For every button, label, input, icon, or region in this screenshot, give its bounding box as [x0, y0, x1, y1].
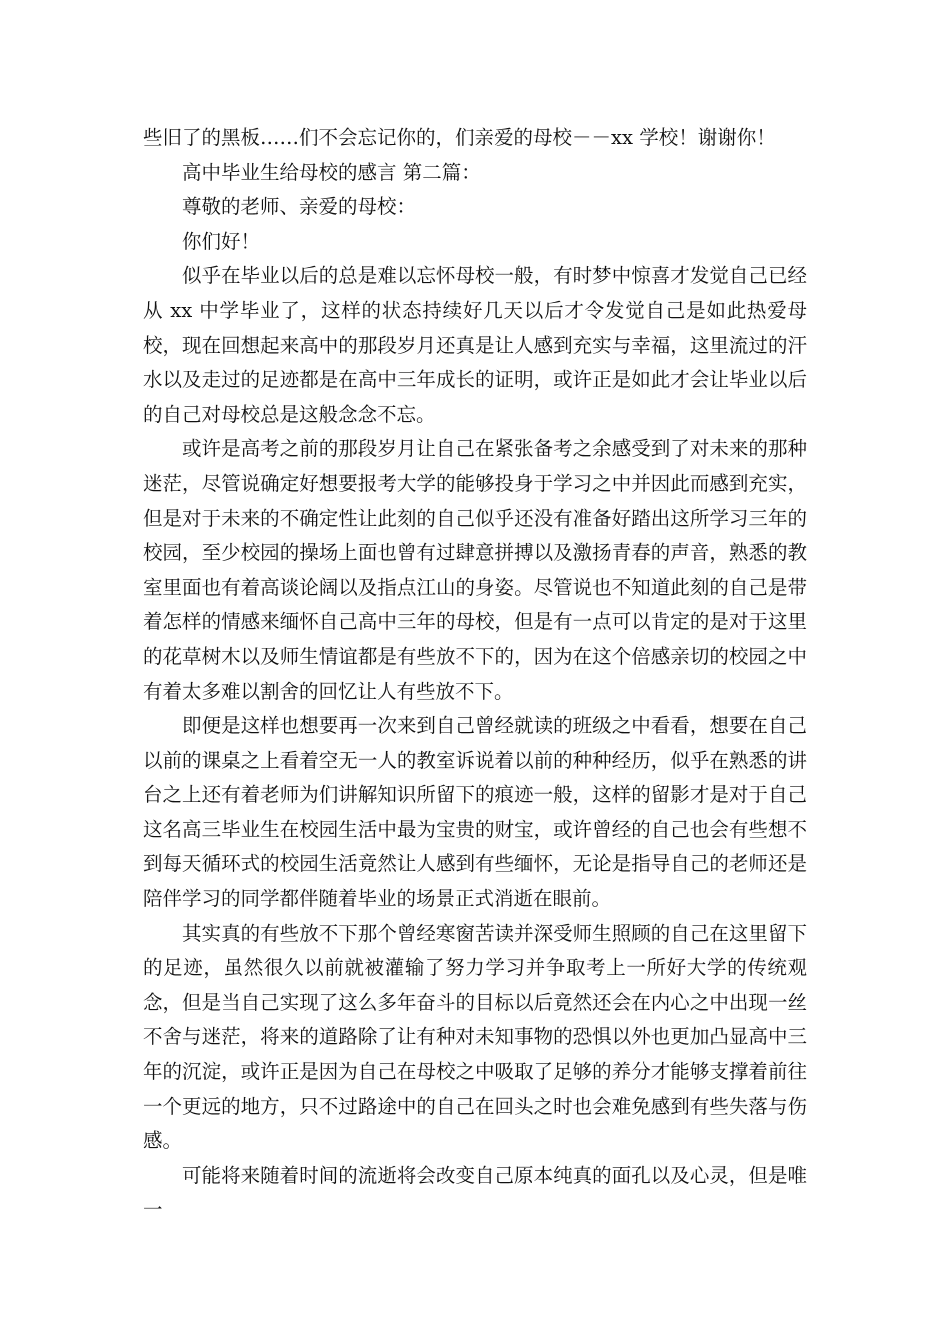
document-body — [143, 121, 807, 1228]
greeting: 你们好！ — [182, 229, 261, 253]
continuation-line: 些旧了的黑板……们不会忘记你的，们亲爱的母校－－xx 学校！谢谢你！ — [143, 126, 776, 149]
section-heading: 高中毕业生给母校的感言 第二篇： — [182, 160, 481, 184]
salutation: 尊敬的老师、亲爱的母校： — [182, 195, 417, 219]
body-paragraph-3: 即便是这样也想要再一次来到自己曾经就读的班级之中看看，想要在自己以前的课桌之上看着空无一人的教室诉说着以前的种种经历，似乎在熟悉的讲台之上还有着老师为们讲解知识所留下的痕迹一般，这样的留影才是对于自己这名高三毕业生在校园生活中最为宝贵的财宝，或许曾经的自己也会有些想不到每天循环式的校园生活竟然让人感到有些缅怀，无论是指导自己的老师还是陪伴学习的同学都伴随着毕业的场景正式消逝在眼前。 — [143, 714, 807, 911]
body-paragraph-5: 可能将来随着时间的流逝将会改变自己原本纯真的面孔以及心灵，但是唯一 — [143, 1163, 807, 1222]
body-paragraph-1: 似乎在毕业以后的总是难以忘怀母校一般，有时梦中惊喜才发觉自己已经从 xx 中学毕业了，这样的状态持续好几天以后才令发觉自己是如此热爱母校，现在回想起来高中的那段岁月还真是让人感到充实与幸福，这里流过的汗水以及走过的足迹都是在高中三年成长的证明，或许正是如此才会让毕业以后的自己对母校总是这般念念不忘。 — [143, 264, 807, 426]
body-paragraph-4: 其实真的有些放不下那个曾经寒窗苦读并深受师生照顾的自己在这里留下的足迹，虽然很久以前就被灌输了努力学习并争取考上一所好大学的传统观念，但是当自己实现了这么多年奋斗的目标以后竟然还会在内心之中出现一丝不舍与迷茫，将来的道路除了让有种对未知事物的恐惧以外也更加凸显高中三年的沉淀，或许正是因为自己在母校之中吸取了足够的养分才能够支撑着前往一个更远的地方，只不过路途中的自己在回头之时也会难免感到有些失落与伤感。 — [143, 921, 807, 1153]
body-paragraph-2: 或许是高考之前的那段岁月让自己在紧张备考之余感受到了对未来的那种迷茫，尽管说确定好想要报考大学的能够投身于学习之中并因此而感到充实，但是对于未来的不确定性让此刻的自己似乎还没有准备好踏出这所学习三年的校园，至少校园的操场上面也曾有过肆意拼搏以及激扬青春的声音，熟悉的教室里面也有着高谈论阔以及指点江山的身姿。尽管说也不知道此刻的自己是带着怎样的情感来缅怀自己高中三年的母校，但是有一点可以肯定的是对于这里的花草树木以及师生情谊都是有些放不下的，因为在这个倍感亲切的校园之中有着太多难以割舍的回忆让人有些放不下。 — [143, 437, 807, 703]
